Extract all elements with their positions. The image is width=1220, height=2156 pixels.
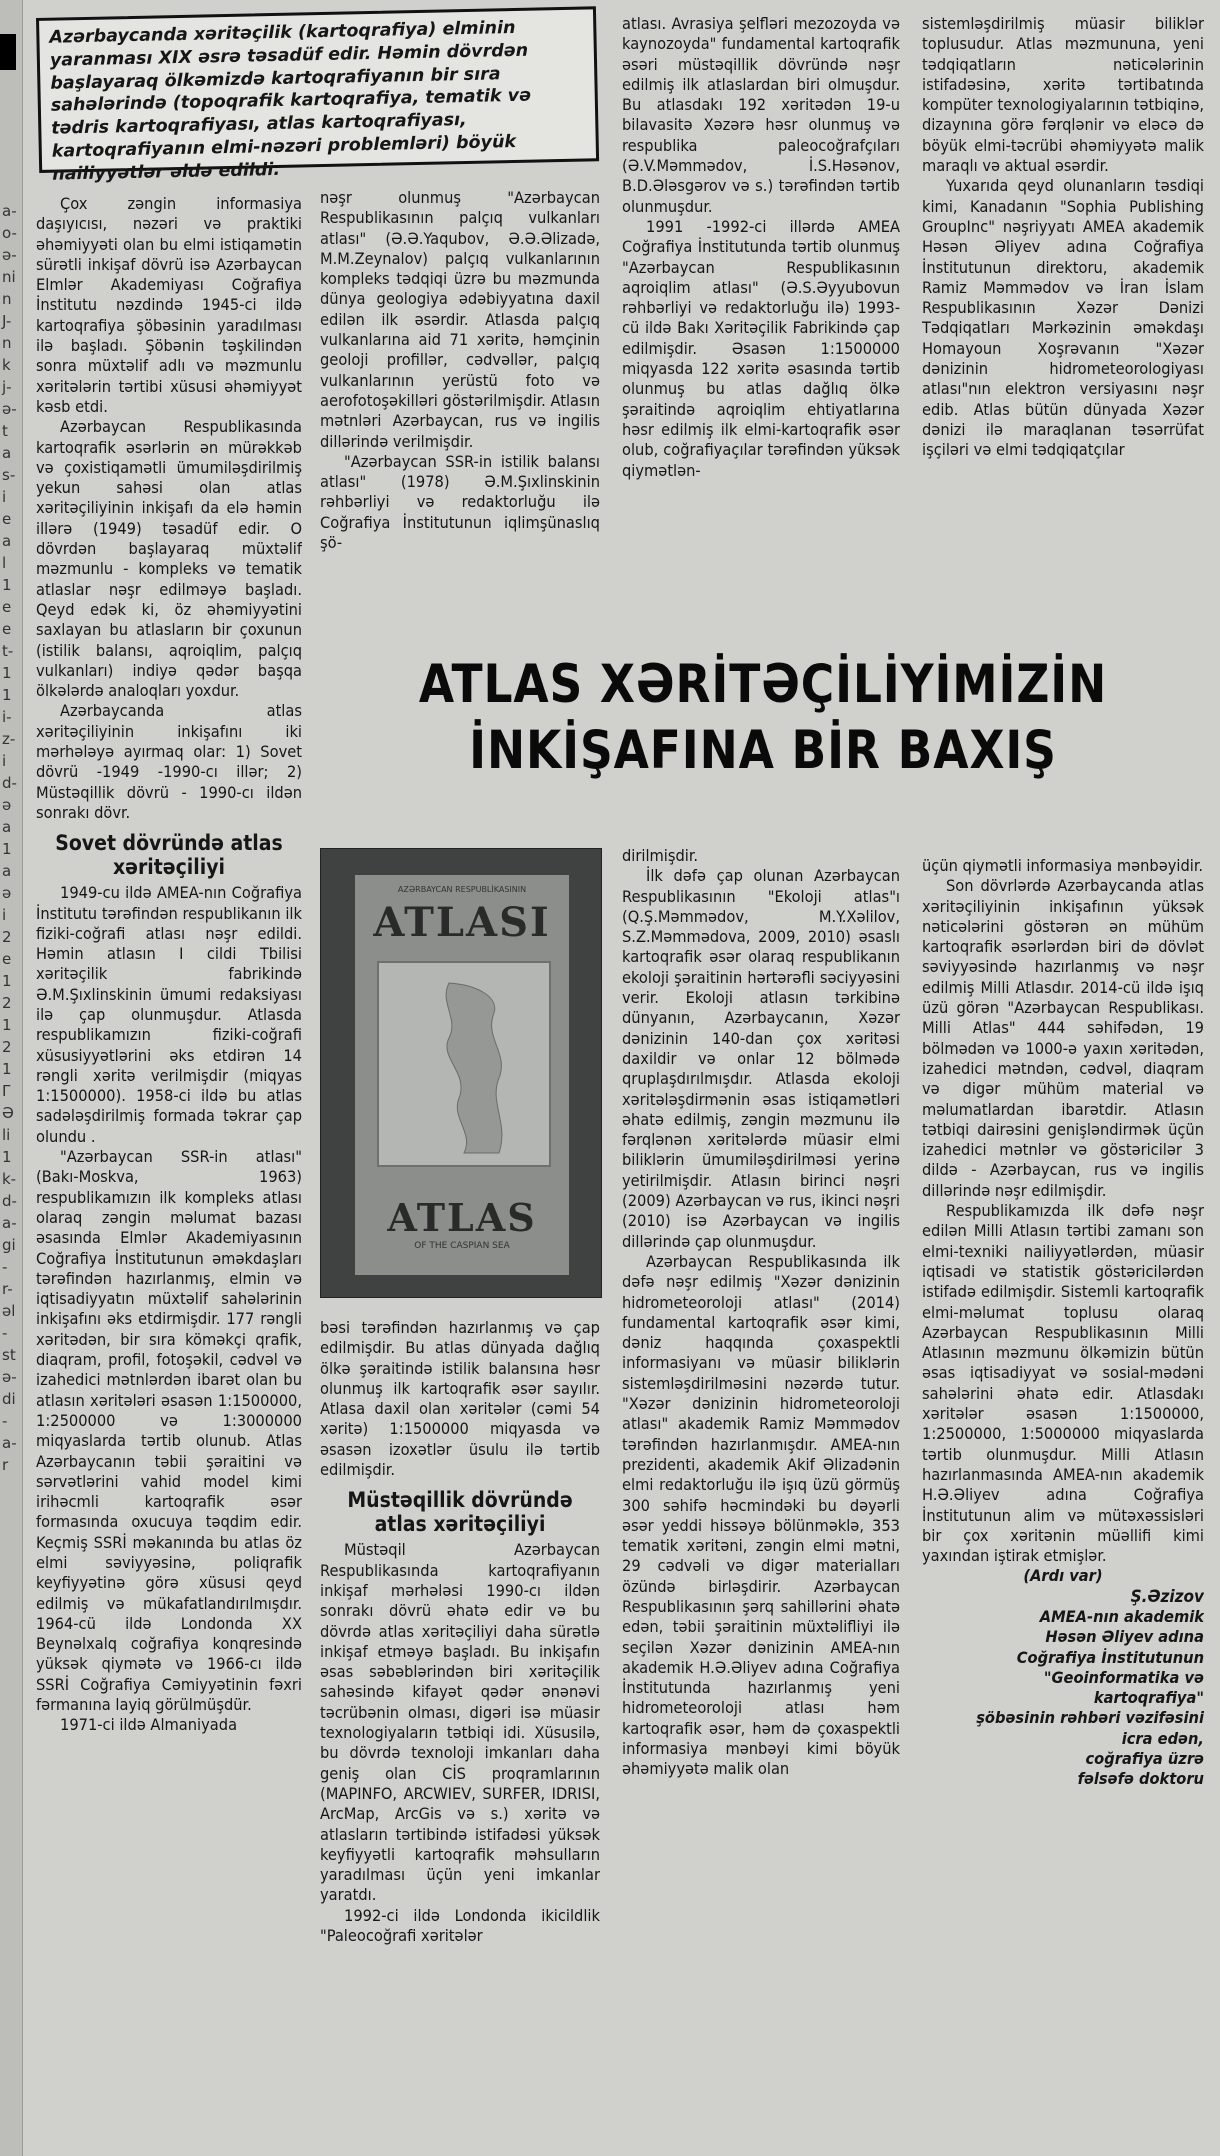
continuation-note: (Ardı var) [1023,1566,1103,1586]
column-2-bottom [320,1318,600,2148]
paragraph: üçün qiymətli informasiya mənbəyidir. [922,856,1204,875]
paragraph: İlk dəfə çap olunan Azərbaycan Respublikasının "Ekoloji atlas"ı (Q.Ş.Məmmədov, M.Y.Xəlilov, S.Z.Məmmədova, 2009, 2010) əsaslı kartoqrafik əsər olaraq respublikanın ekoloji şəraitinin hərtərəfli səciyyəsini verir. Ekoloji atlasın tərkibinə dünyanın, Azərbaycanın, Xəzər dənizinin 140-dan çox xəritəsi daxildir və onlar 12 bölmədə qruplaşdırılmışdır. Atlasda ekoloji xəritələşdirmənin əsas istiqamətləri əhatə edilmiş, zəngin məzmunu ilə fərqlənən xəritələrdə müasir elmi biliklərin ümumiləşdirilməsi yerinə yetirilmişdir. Atlasın birinci nəşri (2009) Azərbaycan və rus, ikinci nəşri (2010) isə Azərbaycan və ingilis dillərində çap olunmuşdur. [622,866,900,1251]
column-3-bottom [622,846,900,2148]
paragraph: Çox zəngin informasiya daşıyıcısı, nəzəri və praktiki əhəmiyyəti olan bu elmi istiqamətin sürətli inkişaf dövrü isə Azərbaycan Elmlər Akademiyası Coğrafiya İnstitutu nəzdində 1945-ci ildə kartoqrafiya şöbəsinin yaradılması ilə başladı. Şöbənin təşkilindən sonra müxtəlif adlı və məzmunlu xəritələrin tərtibi xüsusi əhəmiyyət kəsb etdi. [36,194,302,416]
map-outline-icon [379,963,549,1165]
headline-line-2: İNKİŞAFINA BİR BAXIŞ [469,720,1057,781]
paragraph: Azərbaycan Respublikasında ilk dəfə nəşr edilmiş "Xəzər dənizinin hidrometeoroloji atlası" (2014) fundamental kartoqrafik əsər kimi, dəniz haqqında çoxaspektli informasiyanı və müasir biliklərin sistemləşdirilməsini nəzərdə tutur. "Xəzər dənizinin hidrometeoroloji atlası" akademik Ramiz Məmmədov tərəfindən hazırlanmışdır. AMEA-nın prezidenti, akademik Akif Əlizadənin elmi redaktorluğu ilə işıq üzü görmüş 300 səhifə həcmindəki bu dəyərli əsər yeddi hissəyə bölünməklə, 353 tematik xəritəni, zəngin elmi mətni, 29 cədvəli və digər materialları özündə birləşdirir. Azərbaycan Respublikasının şərq sahillərini əhatə edən, təbii şəraitinin müxtəlifliyi ilə seçilən Xəzər dənizinin AMEA-nın akademik H.Ə.Əliyev adına Coğrafiya İnstitutunda hazırlanmış yeni hidrometeoroloji atlası həm kartoqrafik əsər, həm də çoxaspektli informasiya mənbəyi kimi böyük əhəmiyyətə malik olan [622,1251,900,1779]
column-4-top [922,14,1204,642]
author-affiliation-line: şöbəsinin rəhbəri vəzifəsini [976,1708,1204,1728]
cropped-neighbor-text: a- o- ə- ni n J- n k j- ə- t a s- i e a l 1 e e t- 1 1 i- z- i d- ə a 1 a ə i 2 e 1 2 1 2 1 Г Ə li 1 k- d- a- gi- r- əl- st ə- di- a- r [2,202,17,1474]
author-affiliation-line: AMEA-nın akademik [1039,1606,1204,1626]
paragraph: dirilmişdir. [622,846,699,865]
paragraph: 1971-ci ildə Almaniyada [60,1715,238,1735]
atlas-book-photo [320,848,602,1298]
author-affiliation-line: fəlsəfə doktoru [1077,1769,1204,1789]
photo-title-bottom: ATLAS [387,1195,537,1240]
subheading-soviet: Sovet dövründə atlas xəritəçiliyi [55,831,283,880]
paragraph: 1949-cu ildə AMEA-nın Coğrafiya İnstitutu tərəfindən respublikanın ilk fiziki-coğrafi atlası nəşr edildi. Həmin atlasın I cildi Tbilisi xəritəçilik fabrikində Ə.M.Şıxlinskinin ümumi redaksiyası ilə çap olunmuşdur. Atlasda respublikamızın fiziki-coğrafi xüsusiyyətlərini əks etdirən 14 rəngli xəritə verilmişdir (miqyas 1:1500000). 1958-ci ildə bu atlas sadələşdirilmiş formada təkrar çap olundu . [36,883,302,1146]
author-affiliation-line: Həsən Əliyev adına [1045,1627,1204,1647]
left-edge-strip [0,0,23,2156]
paragraph: Yuxarıda qeyd olunanların təsdiqi kimi, Kanadanın "Sophia Publishing GroupInc" nəşriyyatı AMEA akademik Həsən Əliyev adına Coğrafiya İnstitutunun direktoru, akademik Ramiz Məmmədov və İran İslam Respublikasının Xəzər Dənizi Tədqiqatları Mərkəzinin əməkdaşı Homayoun Xoşrəvanın "Xəzər dənizinin hidrometeorologiyası atlası"nın elektron versiyasını nəşr edib. Atlas bütün dünyada Xəzər dənizi ilə maraqlanan təsərrüfat işçiləri və elmi tədqiqatçılar [922,176,1204,460]
headline [380,652,1145,784]
caspian-map-image [377,961,551,1167]
author-affiliation-line: coğrafiya üzrə [1085,1749,1204,1769]
black-marker [0,34,16,70]
paragraph: Azərbaycanda atlas xəritəçiliyinin inkişafını iki mərhələyə ayırmaq olar: 1) Sovet dövrü -1949 -1990-cı illər; 2) Müstəqillik dövrü - 1990-cı ildən sonrakı dövr. [36,701,302,822]
paragraph: "Azərbaycan SSR-in atlası" (Bakı-Moskva, 1963) respublikamızın ilk kompleks atlası olaraq zəngin məlumat bazası əsasında Elmlər Akademiyasının Coğrafiya İnstitutunun əməkdaşları tərəfindən hazırlanmış, elmin və iqtisadiyyatın müxtəlif sahələrinin inkişafını əks etdirmişdir. 177 rəngli xəritədən, bir sıra köməkçi qrafik, diaqram, profil, fotoşəkil, cədvəl və izahedici mətnlərdən ibarət olan bu atlasın xəritələri əsasən 1:1500000, 1:2500000 və 1:3000000 miqyaslarda tərtib olunub. Atlas Azərbaycanın təbii şəraitini və sərvətlərini vahid model kimi irihəcmli kartoqrafik əsər formasında oxucuya təqdim edir. Keçmiş SSRİ məkanında bu atlas öz elmi səviyyəsinə, poliqrafik keyfiyyətinə görə xüsusi qeyd edilmiş və mükafatlandırılmışdır. 1964-cü ildə Londonda XX Beynəlxalq coğrafiya konqresində yüksək qiymətə və 1966-cı ildə SSRİ Coğrafiya Cəmiyyətinin fəxri fərmanına layiq görülmüşdür. [36,1147,302,1715]
paragraph: atlası. Avrasiya şelfləri mezozoyda və kaynozoyda" fundamental kartoqrafik əsəri müstəqillik dövründə nəşr edilmiş ilk atlaslardan biri olmuşdur. Bu atlasdakı 192 xəritədən 19-u bilavasitə Xəzərə həsr olunmuş və respublika paleocoğrafçıları (Ə.V.Məmmədov, İ.S.Həsənov, B.D.Ələsgərov və s.) tərəfindən tərtib olunmuşdur. [622,14,900,216]
paragraph: 1991 -1992-ci illərdə AMEA Coğrafiya İnstitutunda tərtib olunmuş "Azərbaycan Respublikasının aqroiqlim atlası" (Ə.S.Əyyubovun rəhbərliyi və redaktorluğu ilə) 1993-cü ildə Bakı Xəritəçilik Fabrikində çap edilmişdir. Əsasən 1:1500000 miqyasda 122 xəritə əsasında tərtib olunmuş bu atlas dağlıq ölkə şəraitində aqroiqlim ehtiyatlarına həsr edilmiş ilk elmi-kartoqrafik əsər olub, coğrafiyaçılar tərəfindən yüksək qiymətlən- [622,216,900,480]
paragraph: Azərbaycan Respublikasında kartoqrafik əsərlərin ən mürəkkəb və çoxistiqamətli ümumiləşdirilmiş yekun sahəsi olan atlas xəritəçiliyinin inkişafı da elə həmin illərə (1949) təsadüf edir. O dövrdən başlayaraq müxtəlif məzmunlu - kompleks və tematik atlaslar nəşr edilməyə başladı. Qeyd edək ki, öz əhəmiyyətini saxlayan bu atlasların bir çoxunun (istilik balansı, aqroiqlim, palçıq vulkanları) indiyə qədər başqa ölkələrdə analoqları yoxdur. [36,417,302,701]
paragraph: Müstəqil Azərbaycan Respublikasında kartoqrafiyanın inkişaf mərhələsi 1990-cı ildən sonrakı dövrü əhatə edir və bu dövrdə atlas xəritəçiliyi daha sürətlə inkişaf etməyə başladı. Bu inkişafın əsas səbəblərindən biri xəritəçilik sahəsində kifayət qədər ənənəvi təcrübənin olması, digəri isə müasir texnologiyaların tətbiqi idi. Xüsusilə, bu dövrdə texnoloji imkanları daha geniş olan CİS proqramlarının (MAPINFO, ARCWIEV, SURFER, IDRISI, ArcMap, ArcGis və s.) xəritə və atlasların tərtibində istifadəsi yüksək keyfiyyətli kartoqrafik məhsulların yaradılması üçün yeni imkanlar yaratdı. [320,1540,600,1905]
photo-caption-small-bottom: OF THE CASPIAN SEA [414,1241,510,1251]
paragraph: nəşr olunmuş "Azərbaycan Respublikasının palçıq vulkanları atlası" (Ə.Ə.Yaqubov, Ə.Ə.Əlizadə, M.M.Zeynalov) palçıq vulkanlarının kompleks tədqiqi üzrə bu məzmunda dünya geologiya ədəbiyyatına daxil edilən ilk əsərdir. Atlasda palçıq vulkanlarına aid 71 xəritə, həmçinin geoloji profillər, cədvəllər, palçıq vulkanlarının yerüstü foto və aerofotoşəkilləri göstərilmişdir. Atlasın mətnləri Azərbaycan, rus və ingilis dillərində verilmişdir. [320,188,600,451]
subheading-independence: Müstəqillik dövründə atlas xəritəçiliyi [347,1488,573,1537]
paragraph: Son dövrlərdə Azərbaycanda atlas xəritəçiliyinin inkişafının yüksək nəticələrini göstərən ən mühüm kartoqrafik əsərlərdən biri də dövlət səviyyəsində hazırlanmış və nəşr edilmiş Milli Atlasdır. 2014-cü ildə işıq üzü görən "Azərbaycan Respublikası. Milli Atlas" 444 səhifədən, 19 bölmədən və 1000-ə yaxın xəritədən, izahedici mətndən, cədvəl, diaqram və digər mühüm material və məlumatlardan ibarətdir. Atlasın tətbiqi dairəsini genişləndirmək üçün izahedici mətnlər və göstəricilər 3 dildə - Azərbaycan, rus və ingilis dillərində nəşr edilmişdir. [922,876,1204,1200]
column-4-bottom [922,856,1204,2148]
headline-line-1: ATLAS XƏRİTƏÇİLİYİMİZİN [418,654,1108,715]
paragraph: bəsi tərəfindən hazırlanmış və çap edilmişdir. Bu atlas dünyada dağlıq ölkə şəraitində istilik balansına həsr olunmuş ilk kartoqrafik əsər sayılır. Atlasa daxil olan xəritələr (cəmi 54 xəritə) 1:1500000 miqyasda və əsasən izoxətlər üsulu ilə tərtib edilmişdir. [320,1318,600,1480]
photo-caption-small-top: AZƏRBAYCAN RESPUBLİKASININ [397,885,527,894]
photo-title-top: ATLASI [373,899,551,946]
author-affiliation-line: Coğrafiya İnstitutunun [1016,1647,1204,1667]
column-2-top [320,188,600,643]
author-name: Ş.Əzizov [1130,1586,1204,1607]
paragraph: Respublikamızda ilk dəfə nəşr edilən Milli Atlasın tərtibi zamanı son elmi-texniki nailiyyətlərdən, müasir iqtisadi və statistik göstəricilərdən istifadə edilmişdir. Sistemli kartoqrafik elmi-məlumat toplusu olaraq Azərbaycan Respublikasının Milli Atlasının məzmunu ölkəmizin bütün əsas iqtisadiyyat və sosial-mədəni sahələrini əhatə edir. Atlasdakı xəritələr əsasən 1:1500000, 1:2500000, 1:5000000 miqyaslarda tərtib olunmuşdur. Milli Atlasın hazırlanmasında AMEA-nın akademik H.Ə.Əliyev adına Coğrafiya İnstitutunun alim və mütəxəssisləri bir çox xəritənin müəllifi kimi yaxından iştirak etmişlər. [922,1201,1204,1566]
lead-box: Azərbaycanda xəritəçilik (kartoqrafiya) elminin yaranması XIX əsrə təsadüf edir. Həmin dövrdən başlayaraq ölkəmizdə kartoqrafiyanın bir sıra sahələrində (topoqrafik kartoqrafiya, tematik və tədris kartoqrafiyası, atlas kartoqrafiyası, kartoqrafiyanın elmi-nəzəri problemləri) böyük nailiyyətlər əldə edildi. [36,6,599,173]
author-affiliation-line: kartoqrafiya" [1093,1688,1204,1708]
paragraph: "Azərbaycan SSR-in istilik balansı atlası" (1978) Ə.M.Şıxlinskinin rəhbərliyi və redaktorluğu ilə Coğrafiya İnstitutunun iqlimşünaslıq şö- [320,451,600,553]
paragraph: 1992-ci ildə Londonda ikicildlik "Paleocoğrafi xəritələr [320,1905,600,1946]
column-3-top [622,14,900,642]
author-signature [922,1566,1204,1789]
paragraph: sistemləşdirilmiş müasir biliklər toplusudur. Atlas məzmununa, yeni tədqiqatların nəticələrinin istifadəsinə, xəritə tərtibatında kompüter texnologiyalarının tətbiqinə, dizaynına görə fərqlənir və eləcə də böyük elmi-təcrübi əhəmiyyətə malik maraqlı və aktual əsərdir. [922,14,1204,176]
author-affiliation-line: "Geoinformatika və [1043,1667,1204,1687]
column-1 [36,194,302,2144]
author-affiliation-line: icra edən, [1121,1728,1204,1748]
